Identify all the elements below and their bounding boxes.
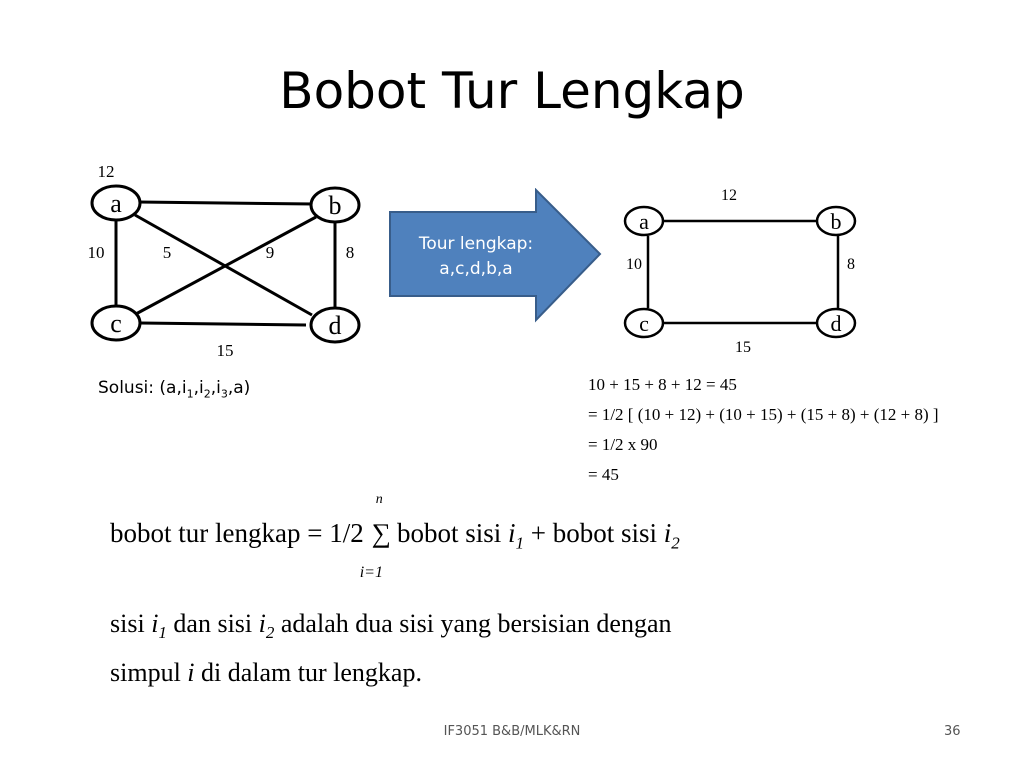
description-line-1: sisi $i_1$ dan sisi $i_2$ adalah dua sisi yang bersisian dengan xyxy=(110,609,672,643)
edge-label-bc: 9 xyxy=(265,243,275,262)
sigma-symbol: ∑ n i=1 xyxy=(359,492,391,581)
calc-line: = 1/2 x 90 xyxy=(588,435,658,454)
tour-graph xyxy=(618,178,878,358)
edge-label-ac: 10 xyxy=(87,243,105,262)
tour-edge-label-ac: 10 xyxy=(626,256,642,273)
tour-node-label-d: d xyxy=(830,311,842,336)
edge-label-ab: 12 xyxy=(97,162,115,181)
tour-node-label-a: a xyxy=(639,209,649,234)
page-number: 36 xyxy=(944,724,961,739)
callout-line-2: a,c,d,b,a xyxy=(439,259,513,279)
slide-footer: IF3051 B&B/MLK&RN xyxy=(443,724,581,739)
tour-edge-label-bd: 8 xyxy=(847,256,855,273)
edge-label-bd: 8 xyxy=(345,243,355,262)
edge-c-d xyxy=(140,323,306,325)
node-label-b: b xyxy=(328,191,342,220)
weight-formula: bobot tur lengkap = 1/2 ∑ n i=1 bobot sisi $i_1$ + bobot sisi $i_2$ xyxy=(110,492,680,581)
solution-text: Solusi: $(a,i_1,i_2,i_3,a)$ xyxy=(98,378,251,401)
formula-description xyxy=(110,604,672,693)
node-label-a: a xyxy=(110,189,122,218)
calc-line: = 1/2 [ (10 + 12) + (10 + 15) + (15 + 8) + (12 + 8) ] xyxy=(588,405,939,424)
calculation-block xyxy=(588,370,939,490)
tour-edge-label-ab: 12 xyxy=(721,187,737,204)
slide-title: Bobot Tur Lengkap xyxy=(279,62,745,120)
calc-line: = 45 xyxy=(588,465,619,484)
description-line-2: simpul i di dalam tur lengkap. xyxy=(110,658,422,688)
sigma-lower-limit: i=1 xyxy=(359,564,383,581)
edge-label-ad: 5 xyxy=(162,243,172,262)
tour-node-label-b: b xyxy=(830,209,842,234)
sigma-upper-limit: n xyxy=(375,492,383,507)
arrow-callout-text xyxy=(396,232,556,282)
complete-graph xyxy=(80,155,380,365)
tour-node-label-c: c xyxy=(639,311,649,336)
calc-line: 10 + 15 + 8 + 12 = 45 xyxy=(588,375,737,394)
edge-label-cd: 15 xyxy=(216,341,234,360)
callout-line-1: Tour lengkap: xyxy=(418,234,534,254)
edge-a-b xyxy=(138,202,314,204)
tour-edge-label-cd: 15 xyxy=(735,339,751,356)
node-label-d: d xyxy=(328,311,342,340)
node-label-c: c xyxy=(110,309,122,338)
